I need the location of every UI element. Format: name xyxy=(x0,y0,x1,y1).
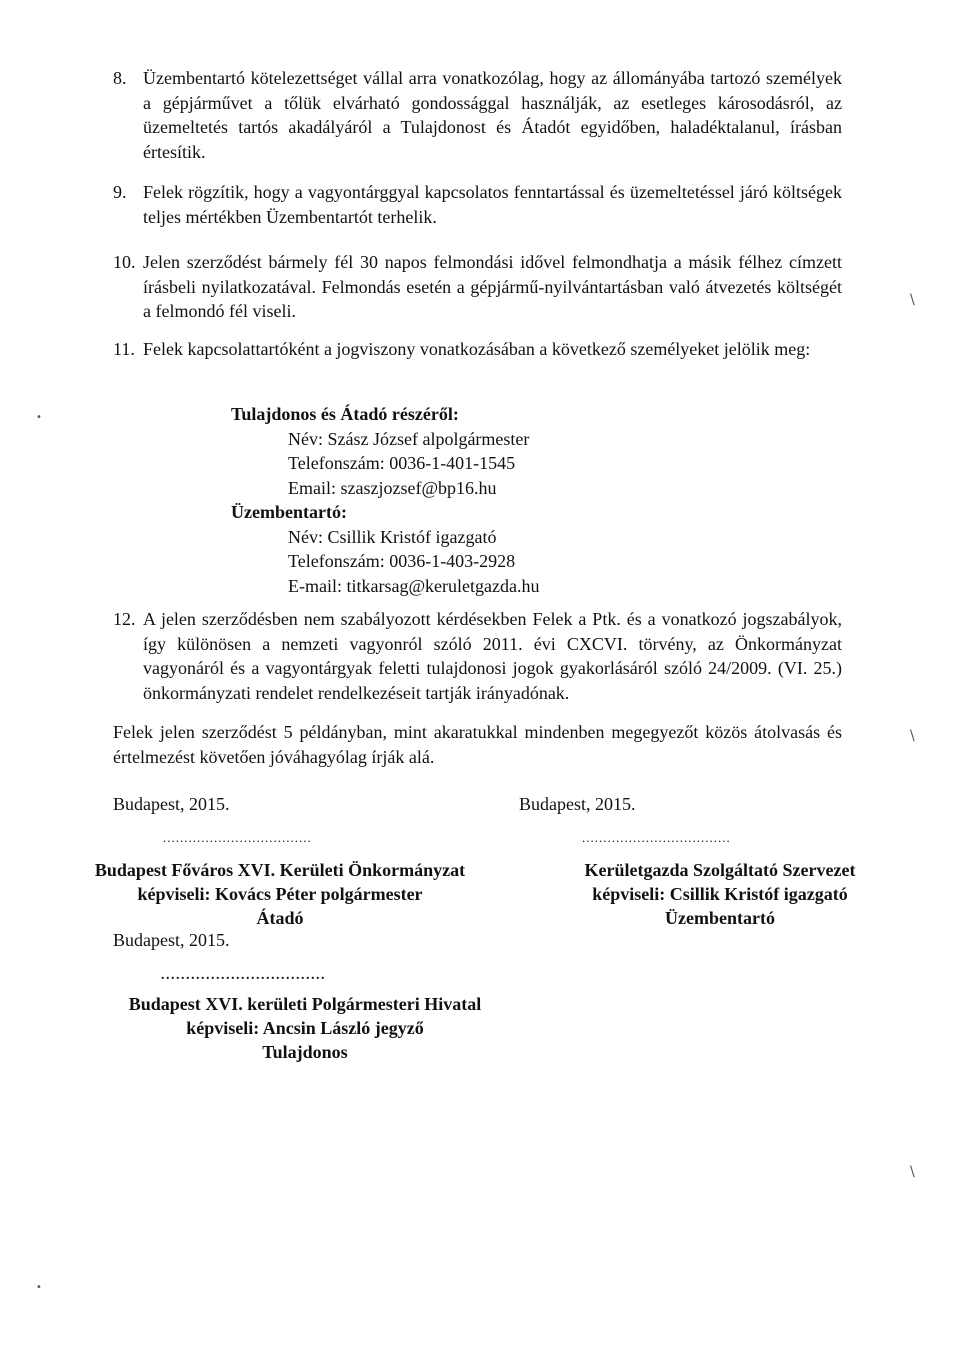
clause-8 xyxy=(113,66,842,164)
owner-contact-email: Email: szaszjozsef@bp16.hu xyxy=(288,477,497,498)
operator-contact-email: E-mail: titkarsag@keruletgazda.hu xyxy=(288,575,540,596)
clause-number: 12. xyxy=(113,609,136,629)
owner-contact-phone: Telefonszám: 0036-1-401-1545 xyxy=(288,453,516,473)
operator-contact-name: Név: Csillik Kristóf igazgató xyxy=(288,526,497,547)
clause-text: Felek kapcsolattartóként a jogviszony vonatkozásában a következő személyeket jelölik meg: xyxy=(143,339,811,359)
clause-10 xyxy=(113,250,842,324)
scan-dot: • xyxy=(36,412,42,423)
left-signatory-role: Átadó xyxy=(256,908,304,928)
third-signature-place-date: Budapest, 2015. xyxy=(113,930,230,950)
third-signature-line: ................................. xyxy=(161,968,326,983)
scan-dot: • xyxy=(36,1282,42,1293)
clause-text: Felek rögzítik, hogy a vagyontárggyal kapcsolatos fenntartással és üzemeltetéssel járó költségek teljes mértékben Üzembentartót terhelik. xyxy=(143,182,842,227)
scan-mark: \ xyxy=(910,728,915,744)
owner-contact-name: Név: Szász József alpolgármester xyxy=(288,428,530,449)
operator-contact-phone: Telefonszám: 0036-1-403-2928 xyxy=(288,551,516,571)
left-signatory-organization: Budapest Főváros XVI. Kerületi Önkormányzat xyxy=(94,860,466,880)
third-signatory-role: Tulajdonos xyxy=(262,1042,348,1062)
clause-number: 8. xyxy=(113,68,127,88)
left-signature-place-date: Budapest, 2015. xyxy=(113,794,230,814)
right-signatory-role: Üzembentartó xyxy=(665,908,775,928)
clause-number: 11. xyxy=(113,339,135,359)
clause-text: Jelen szerződést bármely fél 30 napos felmondási idővel felmondhatja a másik félhez címzett írásbeli nyilatkozatával. Felmondás esetén a gépjármű-nyilvántartásban való átvezetés költségét a felmondó fél viseli. xyxy=(143,252,842,321)
clause-number: 10. xyxy=(113,252,136,272)
left-signatory-representative: képviseli: Kovács Péter polgármester xyxy=(137,884,423,904)
clause-text: Üzembentartó kötelezettséget vállal arra vonatkozólag, hogy az állományába tartozó személyek a gépjárművet a tőlük elvárható gondossággal használják, az esetleges károsodásról, az üzemeltetés tartós akadályáról a Tulajdonost és Átadót egyidőben, haladéktalanul, írásban értesítik. xyxy=(143,68,842,162)
contact-persons xyxy=(231,402,731,598)
clause-12 xyxy=(113,607,842,705)
clause-9 xyxy=(113,180,842,229)
owner-contact-header: Tulajdonos és Átadó részéről: xyxy=(231,404,459,424)
right-signature-line: ................................... xyxy=(582,830,731,845)
clause-11 xyxy=(113,337,842,362)
operator-contact-header: Üzembentartó: xyxy=(231,502,347,522)
right-signatory-organization: Kerületgazda Szolgáltató Szervezet xyxy=(584,860,856,880)
scan-mark: \ xyxy=(910,292,915,308)
left-signature-line: ................................... xyxy=(163,830,312,845)
clause-number: 9. xyxy=(113,182,127,202)
closing-paragraph: Felek jelen szerződést 5 példányban, mint akaratukkal mindenben megegyezőt közös átolvasás és értelmezést követően jóváhagyólag írják alá. xyxy=(113,722,842,767)
third-signatory-organization: Budapest XVI. kerületi Polgármesteri Hivatal xyxy=(128,994,482,1014)
clause-text: A jelen szerződésben nem szabályozott kérdésekben Felek a Ptk. és a vonatkozó jogszabályok, így különösen a nemzeti vagyonról szóló 2011. évi CXCVI. törvény, az Önkormányzat vagyonáról és a vagyontárgyak feletti tulajdonosi jogok gyakorlásáról szóló 24/2009. (VI. 25.) önkormányzati rendelet rendelkezéseit tartják irányadónak. xyxy=(143,609,842,703)
third-signatory-representative: képviseli: Ancsin László jegyző xyxy=(186,1018,424,1038)
right-signatory-representative: képviseli: Csillik Kristóf igazgató xyxy=(592,884,848,904)
scan-mark: \ xyxy=(910,1164,915,1180)
right-signature-place-date: Budapest, 2015. xyxy=(519,794,636,814)
